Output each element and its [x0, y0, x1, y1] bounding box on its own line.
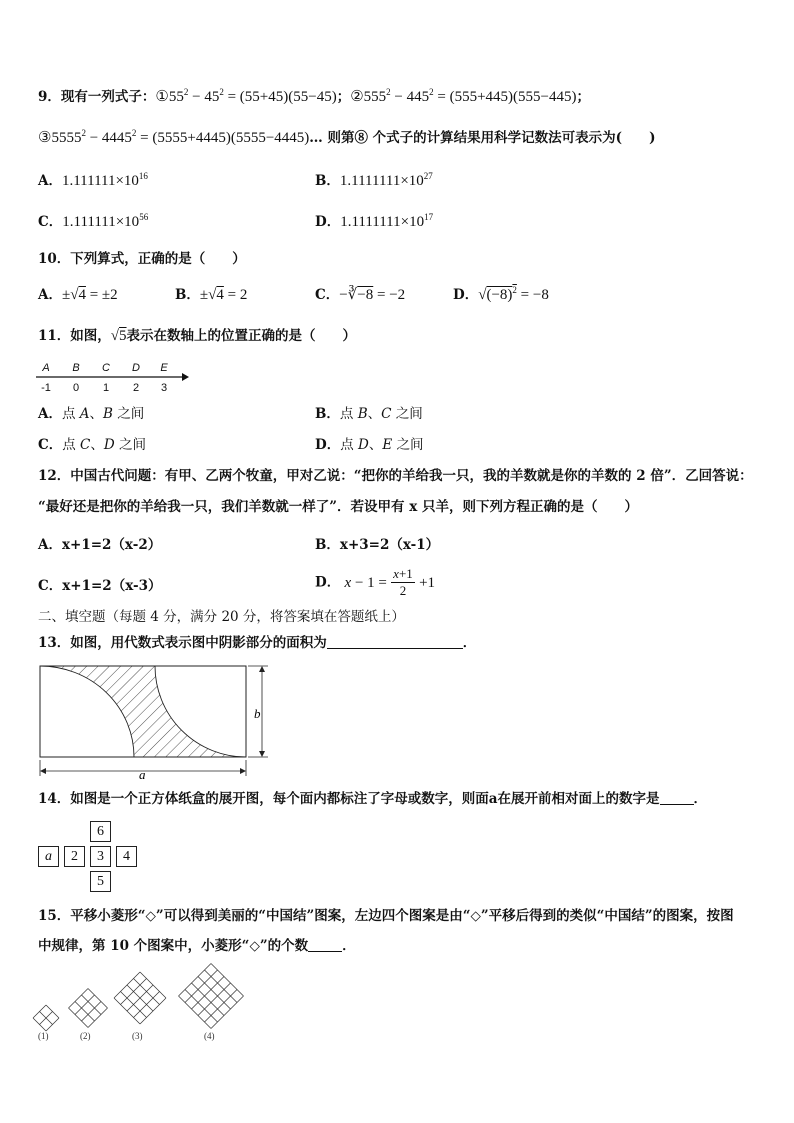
q10-option-c: C．−∛−8 = −2 — [315, 287, 406, 303]
q12-option-c: C．x+1=2（x-3） — [38, 578, 162, 594]
axis-number-2: 2 — [132, 382, 140, 394]
q12-option-d: D． x − 1 = $\frac{x+1}{2}$ +1 — [315, 566, 436, 598]
pattern-caption-2: (2) — [80, 1031, 91, 1041]
q11-option-c: C．点 C、D 之间 — [38, 437, 147, 453]
axis-number-1: 1 — [102, 382, 110, 394]
q15-line1: 15．平移小菱形“◇”可以得到美丽的“中国结”图案，左边四个图案是由“◇”平移后得到的类似“中国结”的图案，按图 — [38, 908, 734, 924]
q13-label-a: a — [139, 767, 146, 780]
q13-label-b: b — [254, 706, 261, 721]
q12-option-b: B．x+3=2（x-1） — [315, 537, 440, 553]
axis-letter-b: B — [72, 362, 80, 374]
cube-net-figure — [38, 821, 142, 895]
q9-line2: $③5555^2 - 4445^2$ = (5555+4445)(5555−4445)… 则第⑧ 个式子的计算结果用科学记数法可表示为( ) — [38, 128, 656, 146]
axis-number-0: 0 — [72, 382, 80, 394]
axis-number-3: 3 — [160, 382, 168, 394]
q14-answer-blank[interactable] — [660, 791, 694, 805]
q12-line1: 12．中国古代问题：有甲、乙两个牧童，甲对乙说：“把你的羊给我一只，我的羊数就是你的羊数的 2 倍”．乙回答说： — [38, 468, 753, 484]
q9-option-a: A．$1.111111\times 10^{16}$ — [38, 171, 148, 189]
knot-pattern-2 — [69, 989, 108, 1028]
q15-line2: 中规律，第 10 个图案中，小菱形“◇”的个数 ． — [38, 938, 356, 954]
q9-option-c: C．$1.111111\times 10^{56}$ — [38, 212, 149, 230]
axis-letter-e: E — [160, 362, 168, 374]
pattern-caption-1: (1) — [38, 1031, 49, 1041]
knot-pattern-1 — [33, 1005, 59, 1031]
chinese-knot-patterns-figure — [30, 956, 255, 1046]
cube-face-4: 4 — [116, 846, 137, 867]
q9-line1: 9．现有一列式子：$①55^2 - 45^2 = (55+45)(55-45)$；$②555^2 - 445^2 = (555+445)(555-445)$； — [38, 87, 590, 105]
axis-letter-d: D — [132, 362, 140, 374]
q14-stem: 14．如图是一个正方体纸盒的展开图，每个面内都标注了字母或数字，则面a在展开前相对面上的数字是 ． — [38, 791, 708, 807]
q13-shaded-region-figure — [36, 660, 271, 780]
q9-option-b: B．$1.1111111\times 10^{27}$ — [315, 171, 433, 189]
knot-pattern-3 — [114, 972, 166, 1024]
number-line-figure — [32, 358, 192, 398]
axis-number-neg1: -1 — [41, 382, 51, 394]
q12-line2: “最好还是把你的羊给我一只，我们羊数就一样了”．若设甲有 x 只羊，则下列方程正确的是（ ） — [38, 499, 638, 515]
knot-pattern-4 — [179, 964, 244, 1029]
q11-option-b: B．点 B、C 之间 — [315, 406, 423, 422]
q13-stem: 13．如图，用代数式表示图中阴影部分的面积为 ． — [38, 635, 477, 651]
pattern-caption-4: (4) — [204, 1031, 215, 1041]
cube-face-5: 5 — [90, 871, 111, 892]
cube-face-a: a — [38, 846, 59, 867]
q15-answer-blank[interactable] — [308, 938, 342, 952]
q11-option-d: D．点 D、E 之间 — [315, 437, 424, 453]
q13-answer-blank[interactable] — [327, 635, 463, 649]
q11-stem: 11．如图，√5表示在数轴上的位置正确的是（ ） — [38, 328, 357, 344]
q11-option-a: A．点 A、B 之间 — [38, 406, 145, 422]
q10-stem: 10．下列算式，正确的是（ ） — [38, 251, 246, 267]
cube-face-2: 2 — [64, 846, 85, 867]
axis-letter-c: C — [102, 362, 110, 374]
axis-letter-a: A — [42, 362, 50, 374]
q10-option-d: D．$√(-8)^2 = -8$ — [453, 285, 549, 303]
q9-option-d: D．$1.1111111\times 10^{17}$ — [315, 212, 434, 230]
pattern-caption-3: (3) — [132, 1031, 143, 1041]
cube-face-3: 3 — [90, 846, 111, 867]
cube-face-6: 6 — [90, 821, 111, 842]
q12-option-a: A．x+1=2（x-2） — [38, 537, 162, 553]
q10-option-a: A．±√4 = ±2 — [38, 287, 118, 303]
q10-option-b: B．±√4 = 2 — [175, 287, 248, 303]
section-2-heading: 二、填空题（每题 4 分，满分 20 分，将答案填在答题纸上） — [38, 609, 405, 625]
